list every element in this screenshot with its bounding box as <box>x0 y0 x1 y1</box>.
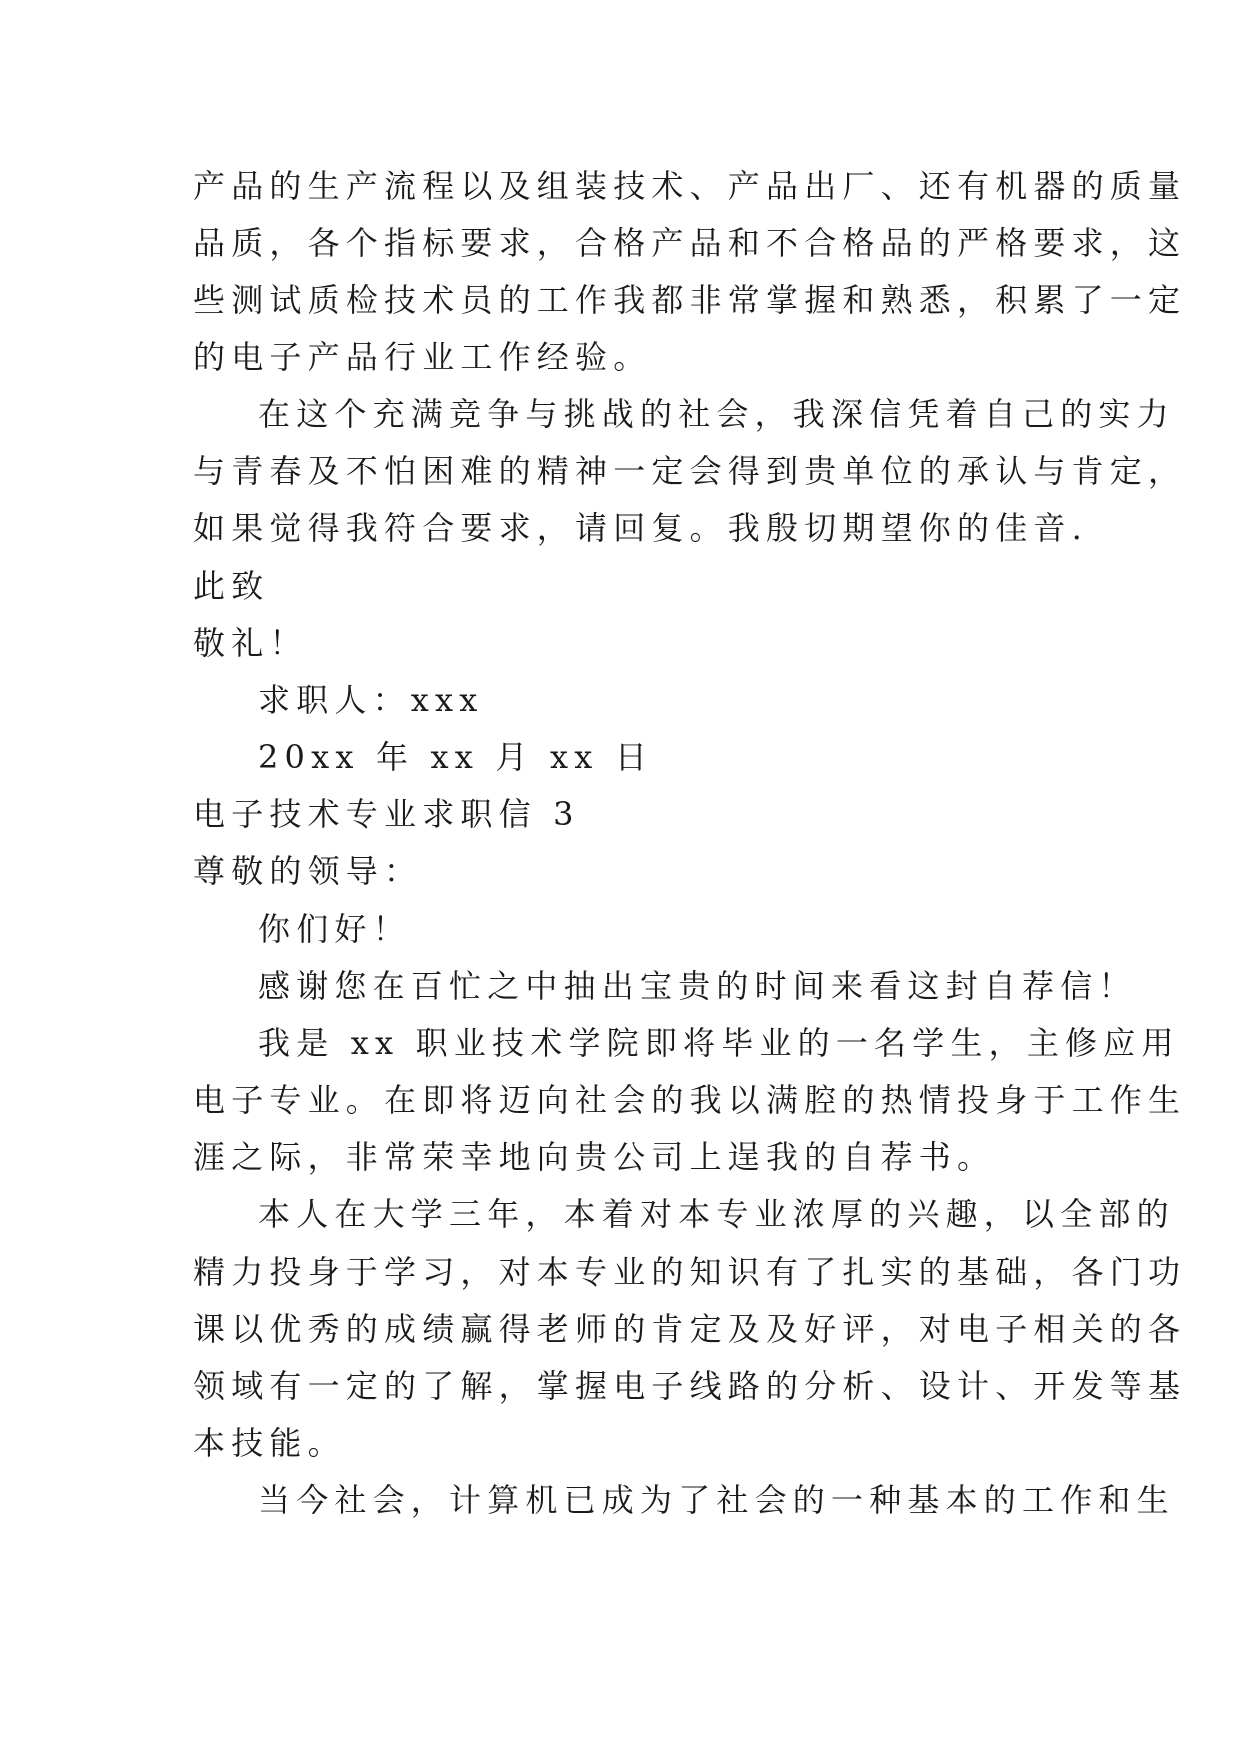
greeting-line: 你们好！ <box>258 910 411 948</box>
salutation-line: 尊敬的领导： <box>193 852 423 890</box>
closing-line: 敬礼！ <box>193 624 308 662</box>
text-line: 本技能。 <box>193 1424 346 1462</box>
signature-line: 求职人：xxx <box>258 681 484 719</box>
text-line: 在这个充满竞争与挑战的社会，我深信凭着自己的实力 <box>258 395 1175 433</box>
text-line: 产品的生产流程以及组装技术、产品出厂、还有机器的质量 <box>193 167 1187 205</box>
text-line: 领域有一定的了解，掌握电子线路的分析、设计、开发等基 <box>193 1367 1187 1405</box>
text-line: 我是 xx 职业技术学院即将毕业的一名学生，主修应用 <box>258 1024 1180 1062</box>
text-line: 的电子产品行业工作经验。 <box>193 338 652 376</box>
text-line: 精力投身于学习，对本专业的知识有了扎实的基础，各门功 <box>193 1253 1187 1291</box>
section-title: 电子技术专业求职信 3 <box>193 795 580 833</box>
text-line: 感谢您在百忙之中抽出宝贵的时间来看这封自荐信！ <box>258 967 1137 1005</box>
text-line: 如果觉得我符合要求，请回复。我殷切期望你的佳音. <box>193 509 1088 547</box>
text-line: 当今社会，计算机已成为了社会的一种基本的工作和生 <box>258 1481 1175 1519</box>
text-line: 品质，各个指标要求，合格产品和不合格品的严格要求，这 <box>193 224 1187 262</box>
text-line: 与青春及不怕困难的精神一定会得到贵单位的承认与肯定， <box>193 452 1187 490</box>
text-line: 电子专业。在即将迈向社会的我以满腔的热情投身于工作生 <box>193 1081 1187 1119</box>
text-line: 些测试质检技术员的工作我都非常掌握和熟悉，积累了一定 <box>193 281 1187 319</box>
closing-line: 此致 <box>193 567 270 605</box>
text-line: 涯之际，非常荣幸地向贵公司上逞我的自荐书。 <box>193 1138 996 1176</box>
date-line: 20xx 年 xx 月 xx 日 <box>258 738 654 776</box>
text-line: 本人在大学三年，本着对本专业浓厚的兴趣，以全部的 <box>258 1195 1175 1233</box>
text-line: 课以优秀的成绩赢得老师的肯定及及好评，对电子相关的各 <box>193 1310 1187 1348</box>
